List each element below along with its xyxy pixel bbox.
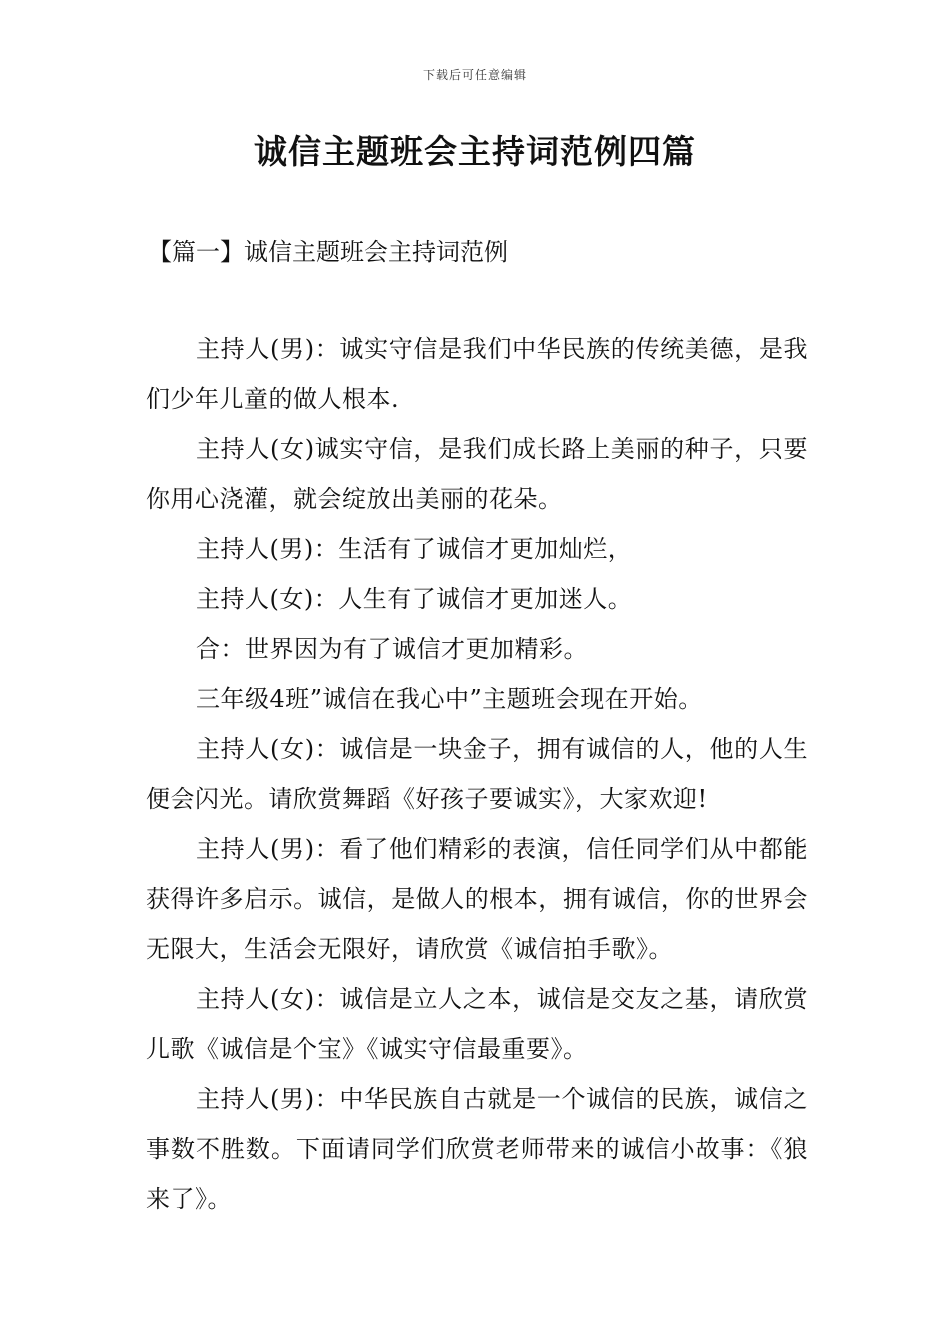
header-note: 下载后可任意编辑 (422, 68, 527, 82)
paragraph: 主持人(男)：生活有了诚信才更加灿烂， (196, 535, 633, 563)
paragraph: 主持人(男)：看了他们精彩的表演，信任同学们从中都能获得许多启示。诚信，是做人的根本，拥有诚信，你的世界会无限大，生活会无限好，请欣赏《诚信拍手歌》。 (146, 835, 808, 963)
section-heading: 【篇一】诚信主题班会主持词范例 (148, 238, 508, 266)
paragraph: 主持人(女)：诚信是立人之本，诚信是交友之基，请欣赏儿歌《诚信是个宝》《诚实守信最重要》。 (146, 985, 808, 1063)
paragraph: 合：世界因为有了诚信才更加精彩。 (196, 635, 588, 663)
body-text (146, 324, 808, 1224)
paragraph: 主持人(女)：人生有了诚信才更加迷人。 (196, 585, 633, 613)
paragraph: 主持人(男)：诚实守信是我们中华民族的传统美德，是我们少年儿童的做人根本. (146, 335, 808, 413)
paragraph: 主持人(女)：诚信是一块金子，拥有诚信的人，他的人生便会闪光。请欣赏舞蹈《好孩子要诚实》，大家欢迎! (146, 735, 808, 813)
document-title: 诚信主题班会主持词范例四篇 (254, 132, 696, 171)
paragraph: 主持人(男)：中华民族自古就是一个诚信的民族，诚信之事数不胜数。下面请同学们欣赏老师带来的诚信小故事：《狼来了》。 (146, 1085, 808, 1213)
paragraph: 三年级4班”诚信在我心中”主题班会现在开始。 (196, 685, 703, 713)
paragraph: 主持人(女)诚实守信，是我们成长路上美丽的种子，只要你用心浇灌，就会绽放出美丽的花朵。 (146, 435, 808, 513)
